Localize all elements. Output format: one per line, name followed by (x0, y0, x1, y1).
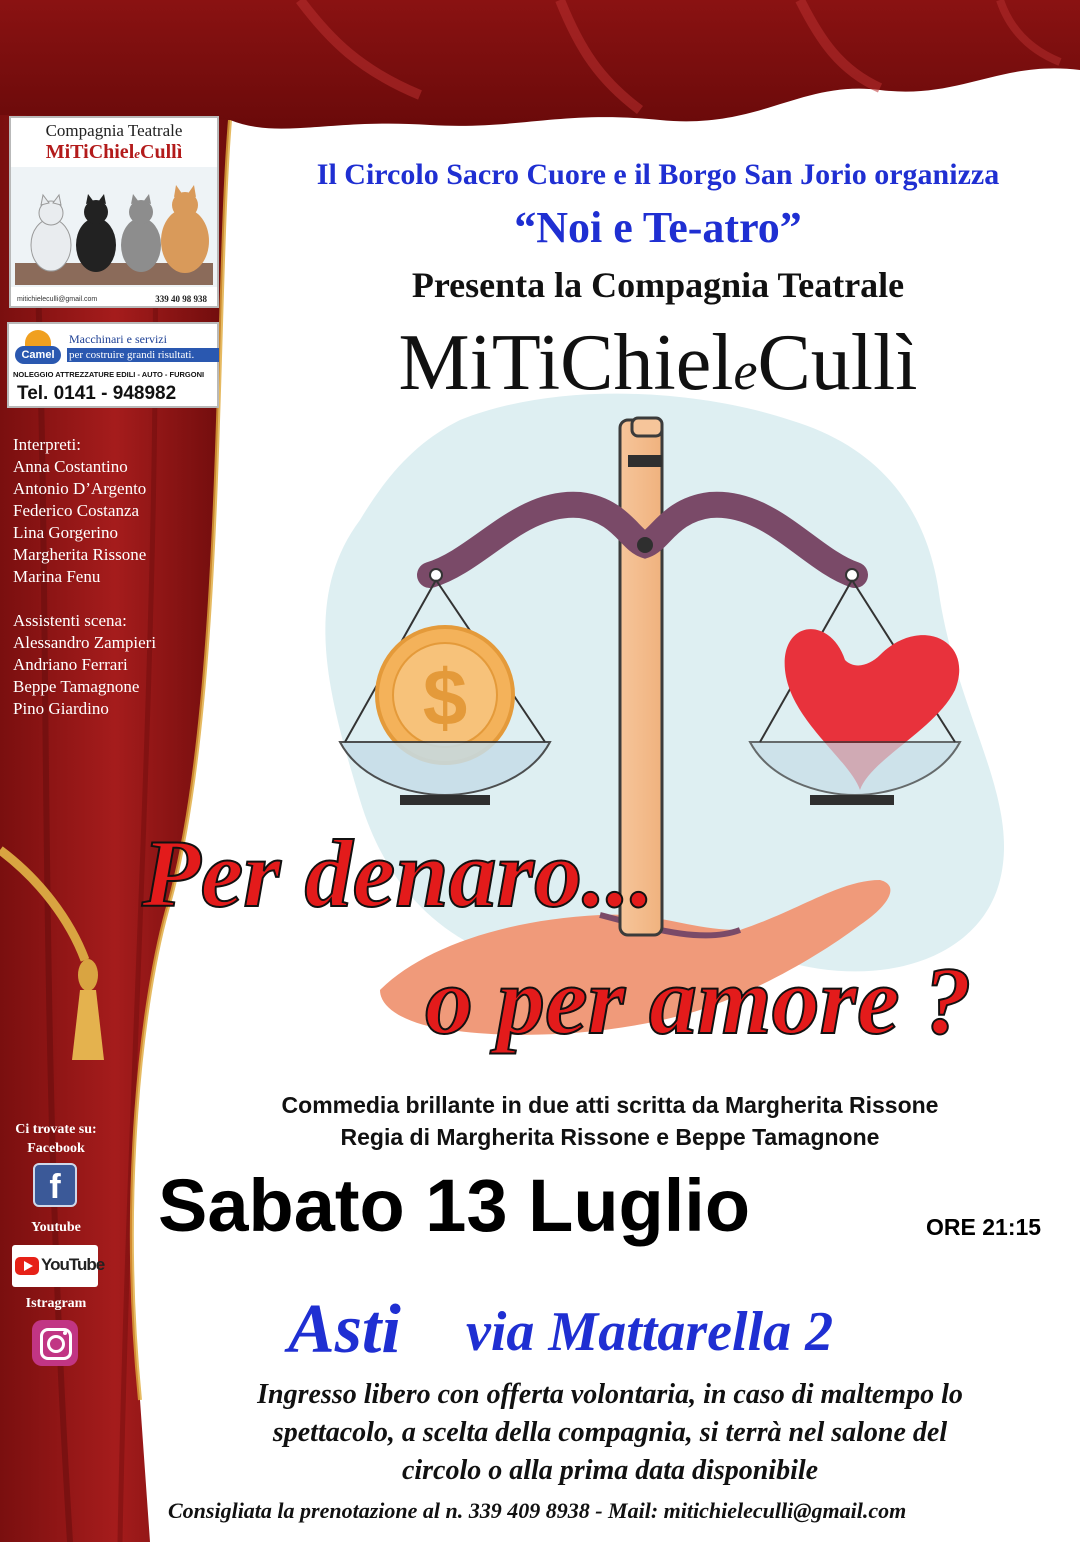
logo-phone: 339 40 98 938 (155, 294, 207, 304)
logo-email: mitichieleculli@gmail.com (17, 296, 98, 303)
sponsor-tel: Tel. 0141 - 948982 (17, 383, 177, 404)
social-intro: Ci trovate su: (15, 1122, 97, 1137)
logo-line1: Compagnia Teatrale (45, 121, 183, 140)
facebook-label: Facebook (27, 1141, 85, 1156)
title-line2: o per amore ? (425, 947, 972, 1054)
facebook-icon[interactable]: f (33, 1163, 77, 1207)
notes (160, 1376, 1060, 1490)
top-valance (0, 0, 1080, 129)
cast-member: Anna Costantino (13, 457, 128, 476)
sponsor-line3: NOLEGGIO ATTREZZATURE EDILI - AUTO - FURGONI (13, 370, 205, 379)
cast-list (13, 434, 156, 720)
sponsor-line2: per costruire grandi risultati. (67, 348, 219, 362)
venue-address: via Mattarella 2 (466, 1301, 834, 1363)
event-series: “Noi e Te-atro” (514, 203, 802, 252)
logo-name: MiTiChieleCullì (45, 141, 183, 163)
event-date: Sabato 13 Luglio (158, 1164, 751, 1247)
cast-member: Margherita Rissone (13, 545, 147, 564)
event-time: ORE 21:15 (926, 1214, 1042, 1240)
presents: Presenta la Compagnia Teatrale (411, 265, 905, 305)
booking-info: Consigliata la prenotazione al n. 339 409 8938 - Mail: mitichieleculli@gmail.com (168, 1498, 907, 1523)
youtube-icon[interactable]: YouTube (12, 1245, 98, 1287)
cast-member: Antonio D’Argento (13, 479, 147, 498)
venue-city: Asti (288, 1291, 401, 1368)
crew-heading: Assistenti scena: (13, 611, 127, 630)
details-line1: Commedia brillante in due atti scritta da Margherita Rissone (281, 1092, 939, 1118)
cast-member: Federico Costanza (13, 501, 140, 520)
company-name: MiTiChieleCullì (398, 319, 918, 407)
svg-text:$: $ (422, 653, 468, 742)
instagram-icon[interactable] (32, 1320, 78, 1366)
crew-member: Alessandro Zampieri (13, 633, 157, 652)
sponsor-line1: Macchinari e servizi (69, 332, 167, 346)
title-line1: Per denaro... (142, 820, 654, 927)
instagram-label: Istragram (25, 1296, 87, 1311)
notes-line1: Ingresso libero con offerta volontaria, in caso di maltempo lo (257, 1379, 963, 1410)
crew-member: Pino Giardino (13, 699, 109, 718)
notes-line2: spettacolo, a scelta della compagnia, si terrà nel salone del (272, 1417, 948, 1448)
organizers: Il Circolo Sacro Cuore e il Borgo San Jorio organizza (316, 158, 1000, 191)
crew-member: Andriano Ferrari (13, 655, 128, 674)
camel-logo: Camel (15, 330, 61, 368)
cats-illustration (11, 167, 217, 287)
notes-line3: circolo o alla prima data disponibile (401, 1455, 819, 1486)
youtube-label: Youtube (31, 1220, 81, 1235)
sponsor-ad (7, 322, 219, 408)
cast-heading: Interpreti: (13, 435, 81, 454)
cast-member: Lina Gorgerino (13, 523, 118, 542)
crew-member: Beppe Tamagnone (13, 677, 140, 696)
cast-member: Marina Fenu (13, 567, 101, 586)
company-logo (9, 116, 219, 308)
details-line2: Regia di Margherita Rissone e Beppe Tamagnone (340, 1124, 880, 1150)
